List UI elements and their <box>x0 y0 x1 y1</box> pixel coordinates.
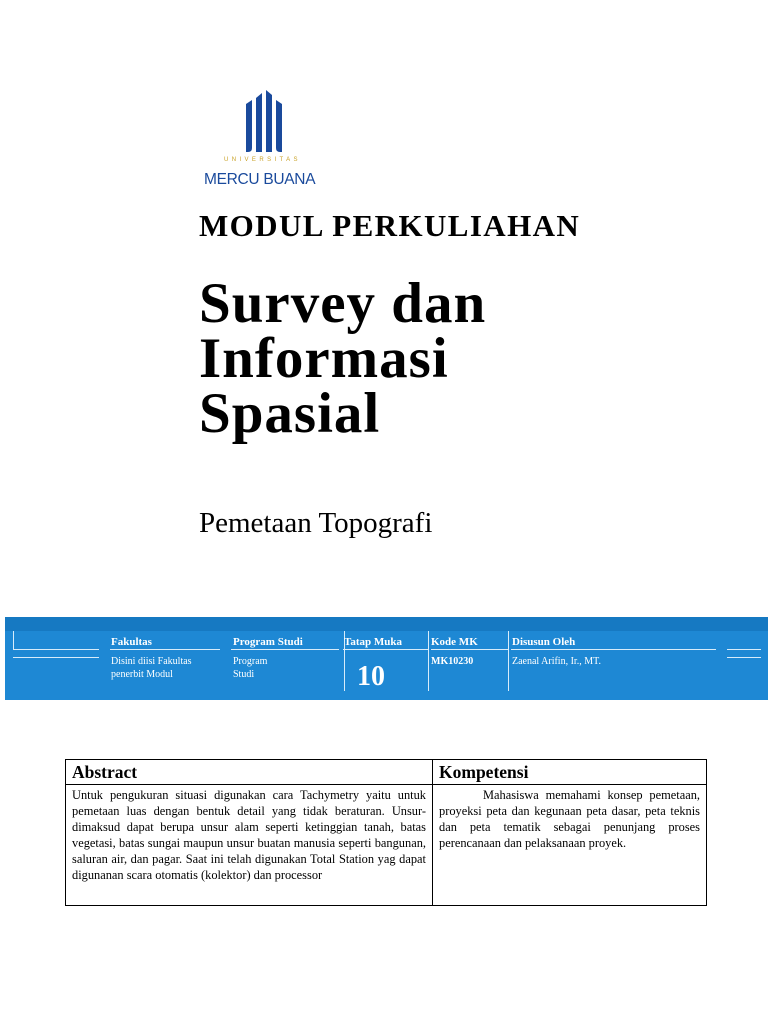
info-band-top-strip <box>5 617 768 631</box>
band-divider <box>13 649 99 650</box>
kode-mk-value: MK10230 <box>431 656 474 667</box>
abstract-kompetensi-table <box>65 759 707 906</box>
program-studi-header: Program Studi <box>233 636 303 648</box>
kompetensi-text: Mahasiswa memahami konsep pemetaan, proyeksi peta dan kegunaan peta dasar, peta teknis dan peta tematik sebagai penunjang proses perencanaan dan pelaksanaan proyek. <box>433 785 707 906</box>
band-divider <box>508 631 509 691</box>
band-divider <box>343 649 429 650</box>
document-subtitle: Pemetaan Topografi <box>199 507 433 539</box>
band-divider <box>231 649 339 650</box>
program-studi-value-line: Program <box>233 656 268 667</box>
fakultas-header: Fakultas <box>111 636 152 648</box>
fakultas-value <box>111 655 192 681</box>
band-divider <box>431 649 509 650</box>
disusun-oleh-value: Zaenal Arifin, Ir., MT. <box>512 656 601 667</box>
band-divider <box>727 657 761 658</box>
university-logo <box>198 86 336 196</box>
title-line-2: Informasi <box>199 327 449 390</box>
band-divider <box>428 631 429 691</box>
logo-university-small: UNIVERSITAS <box>224 157 301 163</box>
program-studi-value-line: Studi <box>233 669 255 680</box>
fakultas-value-line: Disini diisi Fakultas <box>111 656 192 667</box>
disusun-oleh-header: Disusun Oleh <box>512 636 576 648</box>
fakultas-value-line: penerbit Modul <box>111 669 173 680</box>
logo-university-name: MERCU BUANA <box>204 171 316 188</box>
title-line-1: Survey dan <box>199 272 487 335</box>
abstract-header: Abstract <box>66 760 433 785</box>
band-divider <box>13 657 99 658</box>
program-studi-value <box>233 655 267 681</box>
band-divider <box>13 631 14 649</box>
band-divider <box>511 649 716 650</box>
document-title <box>199 272 487 445</box>
info-band <box>5 617 768 700</box>
modul-label: MODUL PERKULIAHAN <box>199 208 581 243</box>
kompetensi-header: Kompetensi <box>433 760 707 785</box>
kode-mk-header: Kode MK <box>431 636 478 648</box>
tatap-muka-value: 10 <box>357 661 385 692</box>
mercu-buana-emblem-icon <box>244 90 288 154</box>
tatap-muka-header: Tatap Muka <box>344 636 402 648</box>
band-divider <box>110 649 220 650</box>
abstract-text: Untuk pengukuran situasi digunakan cara Tachymetry yaitu untuk pemetaan luas dengan bentuk detail yang tidak beraturan. Unsur- dimaksud dapat berupa unsur alam seperti ketinggian tanah, batas vegetasi, batas sungai maupun unsur buatan manusia seperti bangunan, saluran air, dan pagar. Saat ini telah digunakan Total Station yag dapat digunanan scara otomatis (kolektor) dan processor <box>66 785 433 906</box>
title-line-3: Spasial <box>199 382 381 445</box>
band-divider <box>727 649 761 650</box>
